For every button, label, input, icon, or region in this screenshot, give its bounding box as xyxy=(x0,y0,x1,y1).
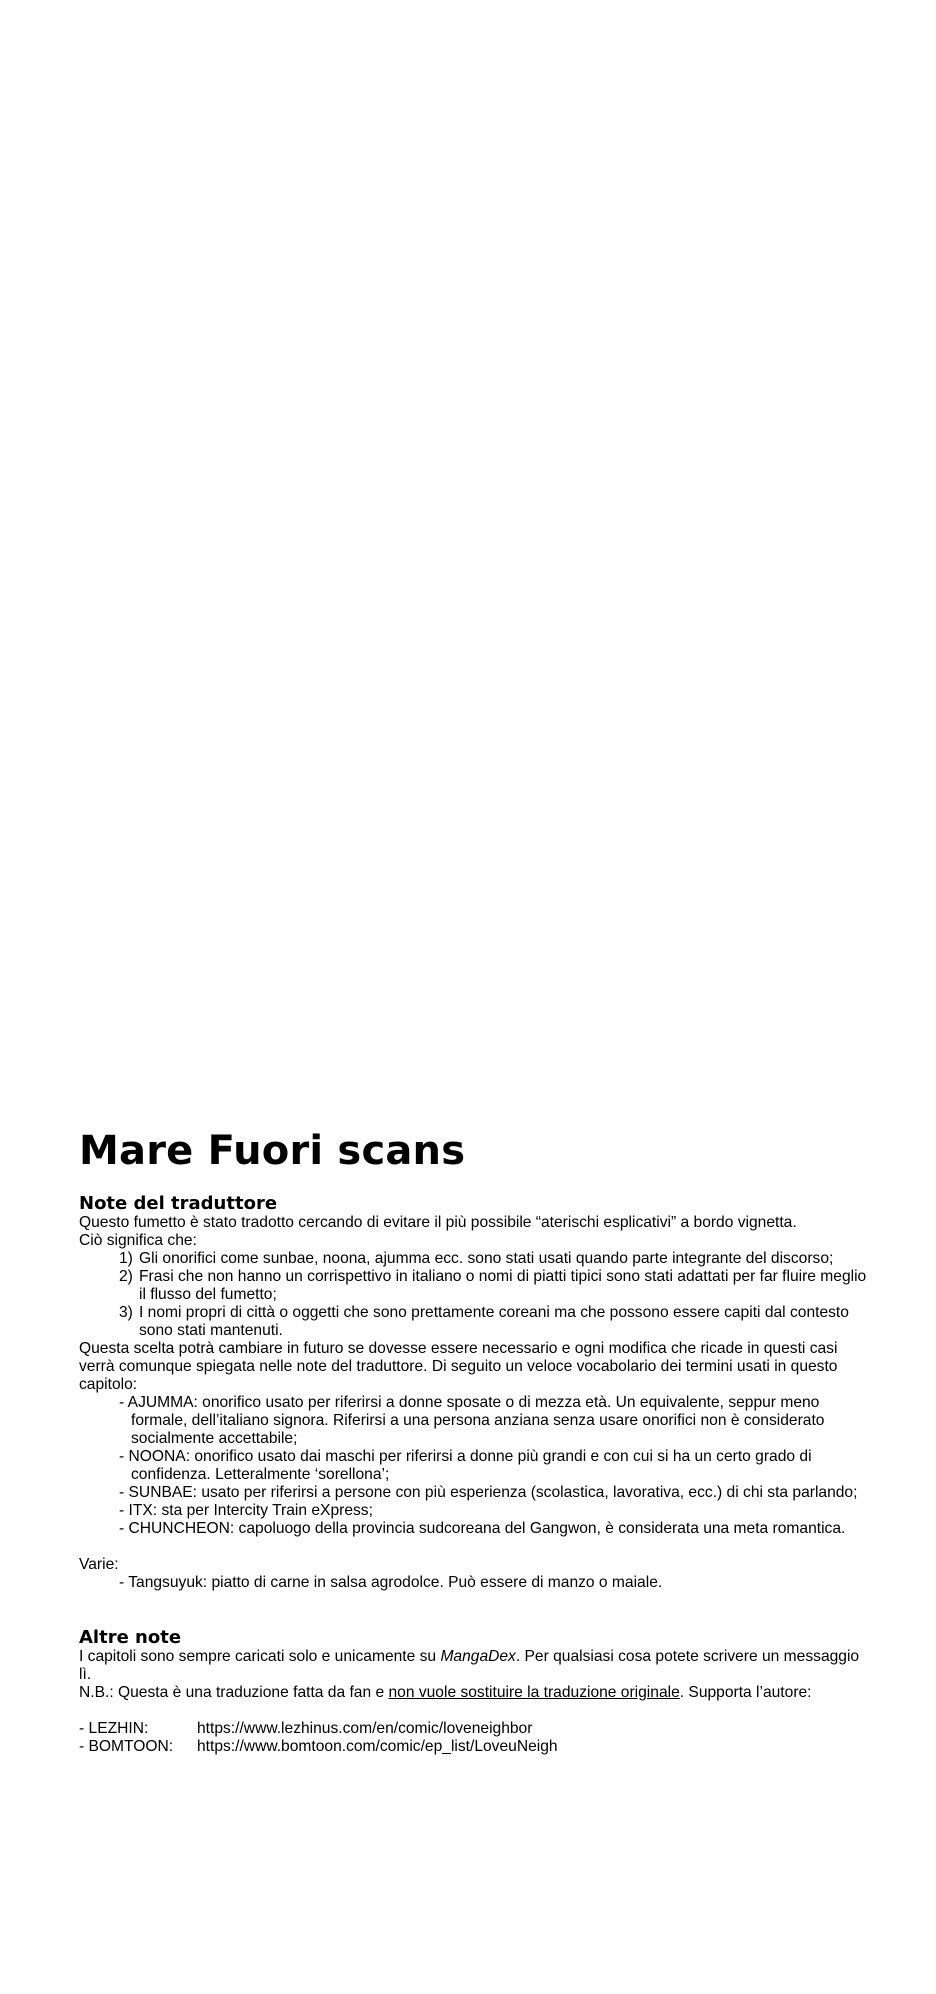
notes-intro: Questo fumetto è stato tradotto cercando di evitare il più possibile “aterischi esplicativi” a bordo vignetta. xyxy=(79,1214,797,1231)
spacer xyxy=(79,1592,869,1628)
site-url: https://www.bomtoon.com/comic/ep_list/LoveuNeigh xyxy=(197,1738,558,1755)
other-notes-heading: Altre note xyxy=(79,1627,182,1648)
list-number: 3) xyxy=(119,1304,133,1321)
vocab-item: - ITX: sta per Intercity Train eXpress; xyxy=(119,1502,373,1519)
numbered-points xyxy=(79,1250,869,1340)
varie-label: Varie: xyxy=(79,1556,119,1573)
vocabulary-list xyxy=(79,1394,869,1538)
spacer xyxy=(79,1702,869,1720)
support-link-row xyxy=(79,1738,869,1756)
nb-text-2: . Supporta l’autore: xyxy=(679,1684,812,1701)
vocab-item: - SUNBAE: usato per riferirsi a persone con più esperienza (scolastica, lavorativa, ecc.) di chi sta parlando; xyxy=(119,1484,858,1501)
nb-underlined: non vuole sostituire la traduzione originale xyxy=(388,1684,680,1701)
varie-list xyxy=(79,1574,869,1592)
upload-info-text-2: . Per qualsiasi cosa potete scrivere un messaggio lì. xyxy=(79,1648,860,1683)
group-title: Mare Fuori scans xyxy=(79,1128,466,1174)
list-number: 1) xyxy=(119,1250,133,1267)
nb-text: N.B.: Questa è una traduzione fatta da fan e xyxy=(79,1684,389,1701)
translator-notes-section xyxy=(79,1194,869,1592)
notes-intro-2: Ciò significa che: xyxy=(79,1232,197,1249)
list-item xyxy=(79,1268,869,1304)
list-item xyxy=(79,1304,869,1340)
notes-paragraph: Questa scelta potrà cambiare in futuro se dovesse essere necessario e ogni modifica che ricade in questi casi verrà comunque spiegata nelle note del traduttore. Di seguito un veloce vocabolario dei termini usati in questo capitolo: xyxy=(79,1340,838,1393)
vocab-item: - CHUNCHEON: capoluogo della provincia sudcoreana del Gangwon, è considerata una meta romantica. xyxy=(119,1520,846,1537)
list-text: Gli onorifici come sunbae, noona, ajumma ecc. sono stati usati quando parte integrante del discorso; xyxy=(139,1250,834,1267)
support-link-row xyxy=(79,1720,869,1738)
site-url: https://www.lezhinus.com/en/comic/loveneighbor xyxy=(197,1720,533,1737)
list-text: I nomi propri di città o oggetti che sono prettamente coreani ma che possono essere capiti dal contesto sono stati mantenuti. xyxy=(139,1304,849,1339)
vocab-item: - Tangsuyuk: piatto di carne in salsa agrodolce. Può essere di manzo o maiale. xyxy=(119,1574,663,1591)
vocab-item: - NOONA: onorifico usato dai maschi per riferirsi a donne più grandi e con cui si ha un certo grado di confidenza. Letteralmente ‘sorellona’; xyxy=(119,1448,812,1483)
upload-info xyxy=(79,1648,869,1684)
translator-notes-heading: Note del traduttore xyxy=(79,1193,278,1214)
site-label: - LEZHIN: xyxy=(79,1720,149,1737)
spacer xyxy=(79,1538,869,1556)
mangadex-name: MangaDex xyxy=(440,1648,516,1665)
list-number: 2) xyxy=(119,1268,133,1285)
credits-page xyxy=(79,1128,869,1756)
list-text: Frasi che non hanno un corrispettivo in italiano o nomi di piatti tipici sono stati adattati per far fluire meglio il flusso del fumetto; xyxy=(139,1268,867,1303)
nb-note xyxy=(79,1684,869,1702)
list-item xyxy=(79,1250,869,1268)
other-notes-section xyxy=(79,1628,869,1756)
upload-info-text: I capitoli sono sempre caricati solo e unicamente su xyxy=(79,1648,441,1665)
vocab-item: - AJUMMA: onorifico usato per riferirsi a donne sposate o di mezza età. Un equivalente, seppur meno formale, dell’italiano signora. Riferirsi a una persona anziana senza usare onorifici non è considerato socialmente accettabile; xyxy=(119,1394,825,1447)
site-label: - BOMTOON: xyxy=(79,1738,174,1755)
support-links xyxy=(79,1720,869,1756)
